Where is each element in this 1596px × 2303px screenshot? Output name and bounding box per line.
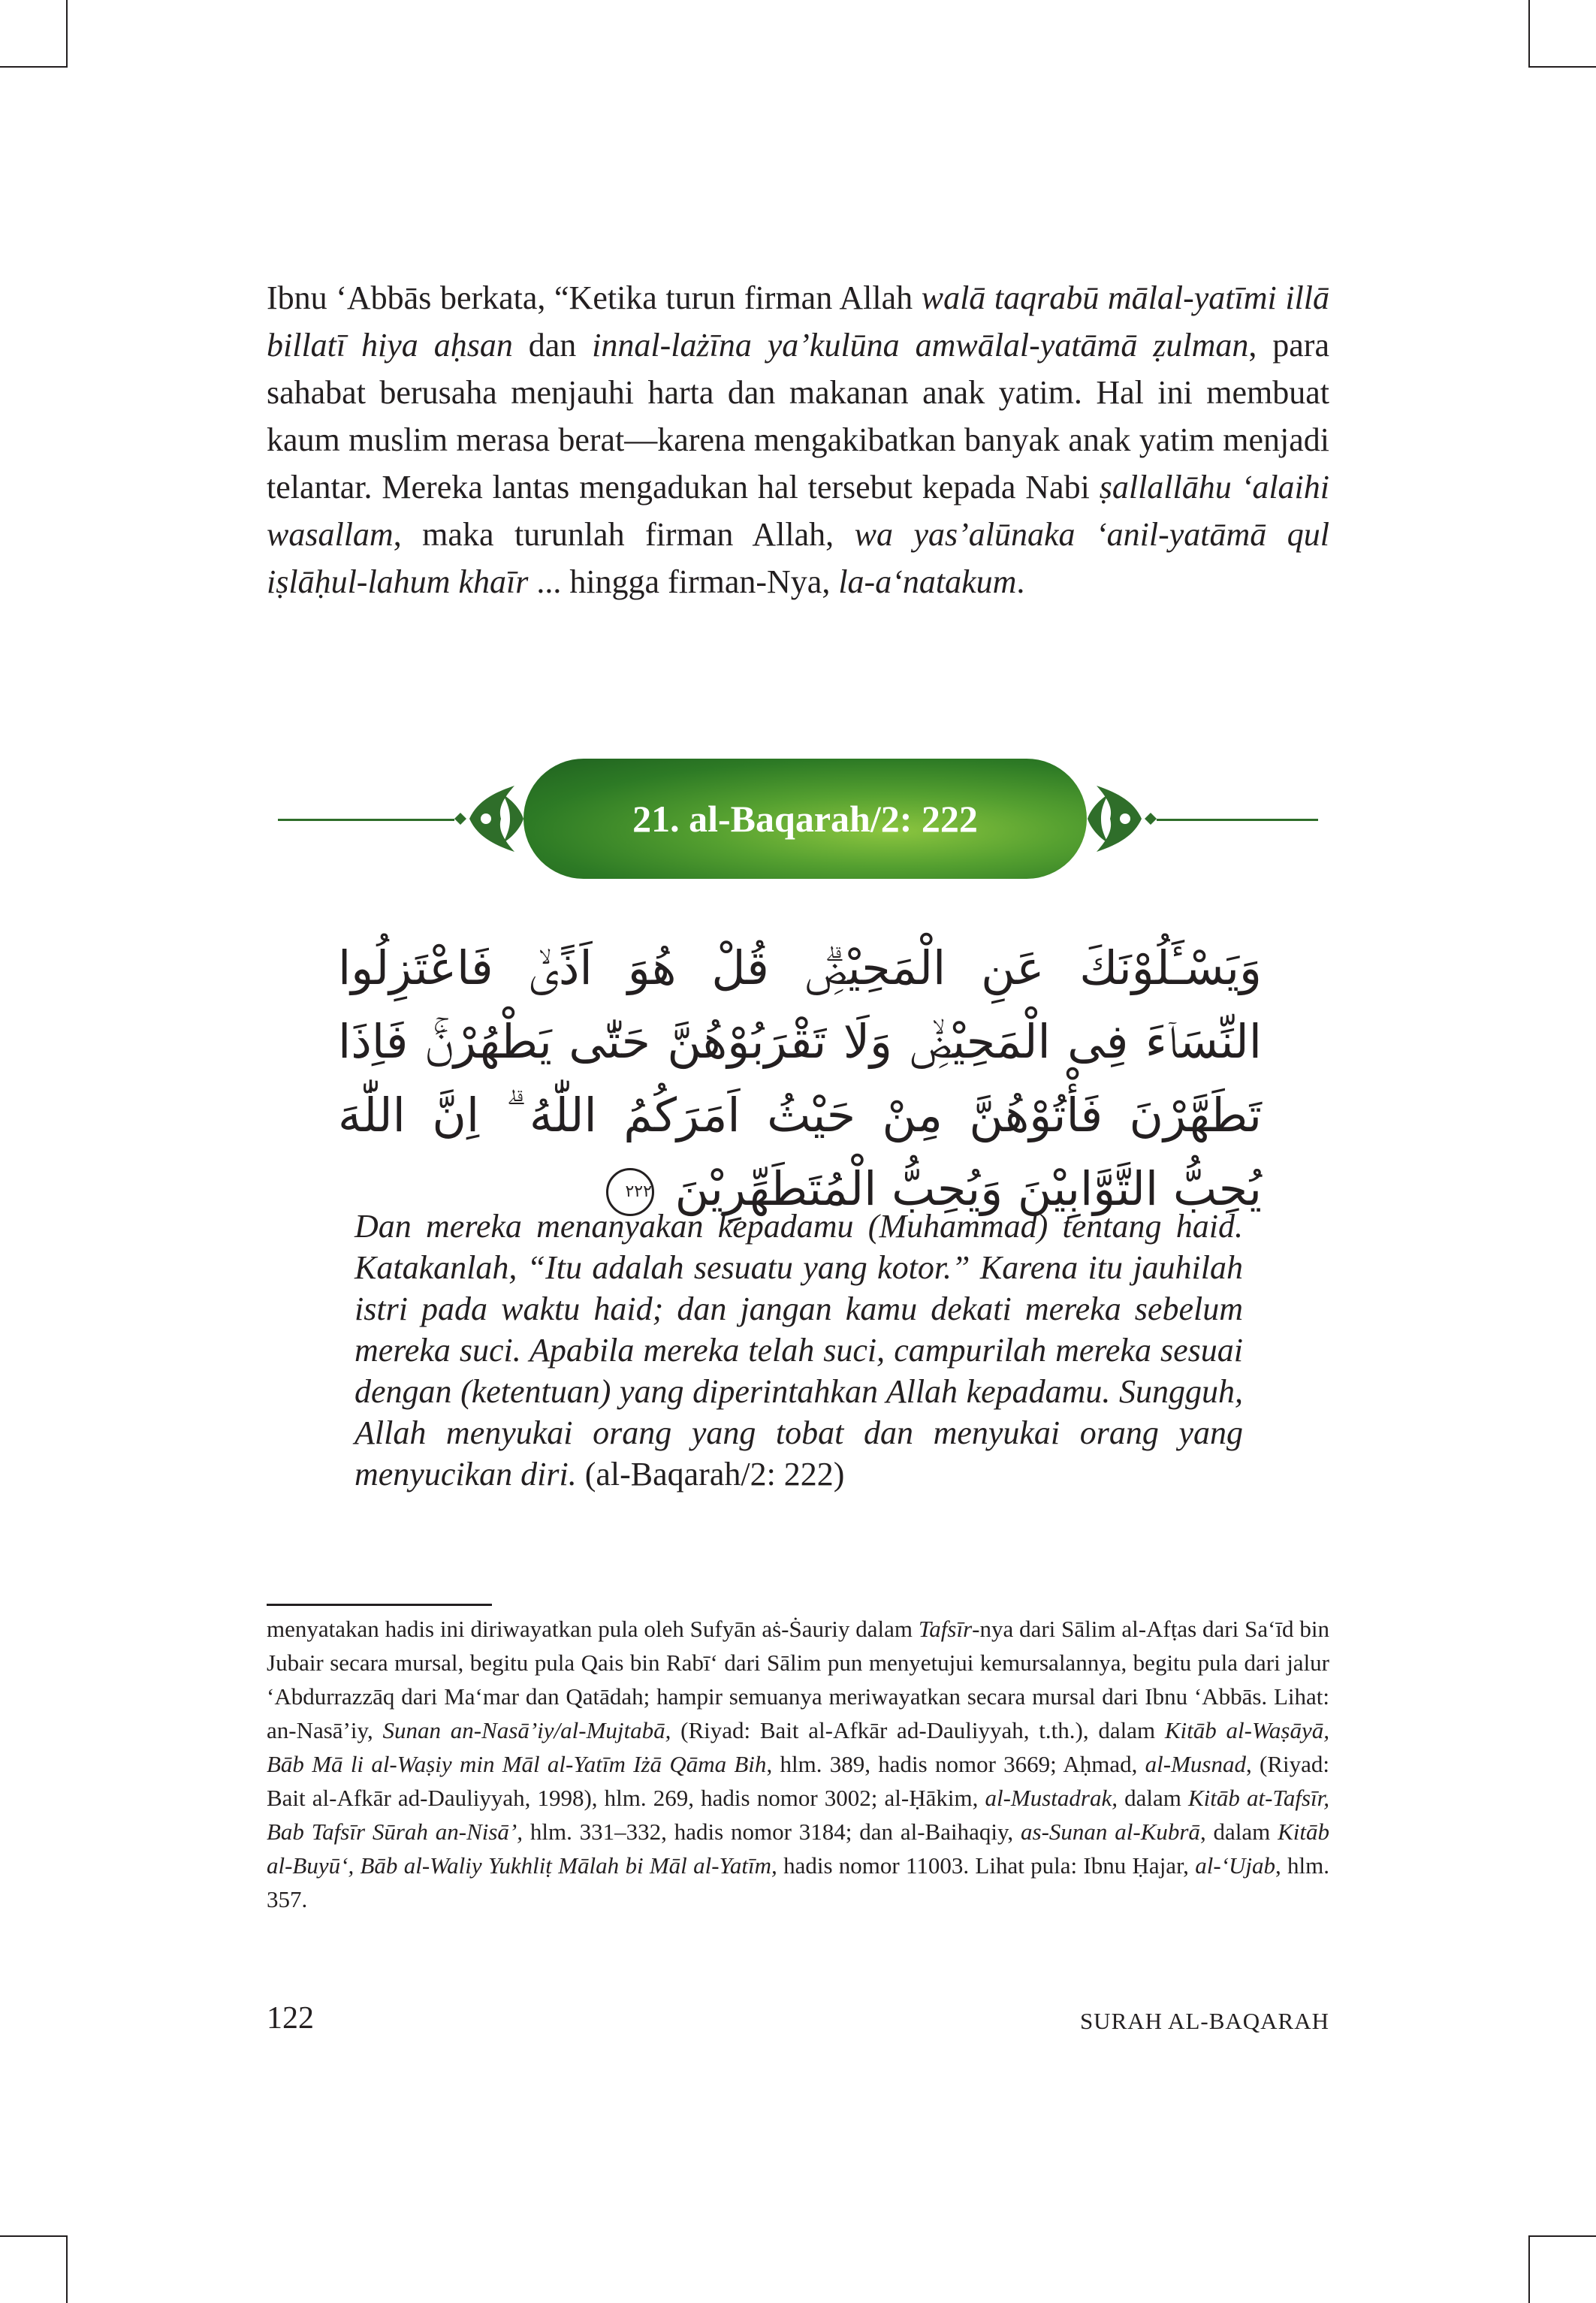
arabic-text: وَيَسْـَٔلُوْنَكَ عَنِ الْمَحِيْضِۗ قُلْ هُوَ اَذًىۙ فَاعْتَزِلُوا النِّسَاۤءَ فِى الْمَحِيْضِۙ وَلَا تَقْرَبُوْهُنَّ حَتّٰى يَطْهُرْنَۚ فَاِذَا تَطَهَّرْنَ فَأْتُوْهُنَّ مِنْ حَيْثُ اَمَرَكُمُ اللّٰهُ ۗ اِنَّ اللّٰهَ يُحِبُّ التَّوَّابِيْنَ وَيُحِبُّ الْمُتَطَهِّرِيْنَ [338,940,1262,1216]
text-run: , hlm. 357. [267,1852,1329,1912]
heading-rule-left [278,819,454,821]
section-heading [0,759,1596,883]
italic-run: Kitāb al-Waṣāyā, Bāb Mā li al-Waṣiy min Māl al-Yatīm Iżā Qāma Bih [267,1717,1329,1777]
running-head: SURAH AL-BAQARAH [1079,2008,1329,2034]
intro-paragraph [267,274,1329,605]
italic-run: walā taqrabū mālal-yatīmi illā billatī hiya aḥsan [267,279,1329,364]
text-run: , maka turunlah firman Allah, [393,516,855,553]
translation-reference: (al-Baqarah/2: 222) [576,1456,845,1493]
italic-run: ṣallallāhu ‘alaihi wasallam [267,469,1329,553]
text-run: dalam [1117,1785,1188,1811]
text-run: -nya dari Sālim al-Afṭas dari Sa‘īd bin Jubair secara mursal, begitu pula Qais bin Rabī‘ dari Sālim pun menyetujui kemursalannya, begitu pula dari jalur ʻAbdurrazzāq dari Ma‘mar dan Qatādah; hampir semuanya meriwayatkan secara mursal dari Ibnu ʻAbbās. Lihat: an-Nasā’iy, [267,1616,1329,1743]
arabic-verse [338,931,1262,1226]
page-number: 122 [267,2001,314,2036]
crop-mark [1528,0,1530,68]
italic-run: Kitāb al-Buyū‘, Bāb al-Waliy Yukhliṭ Mālah bi Māl al-Yatīm, [267,1819,1330,1879]
heading-rule-right [1157,819,1318,821]
text-run: . [1016,563,1025,600]
italic-run: innal-lażīna ya’kulūna amwālal-yatāmā ẓulman [592,327,1249,364]
translation-text: Dan mereka menanyakan kepadamu (Muhammad) tentang haid. Katakanlah, “Itu adalah sesuatu yang kotor.” Karena itu jauhilah istri pada waktu haid; dan jangan kamu dekati mereka sebelum mereka suci. Apabila mereka telah suci, campurilah mereka sesuai dengan (ketentuan) yang diperintahkan Allah kepadamu. Sungguh, Allah menyukai orang yang tobat dan menyukai orang yang menyucikan diri. [354,1208,1243,1493]
text-run: dan [512,327,593,364]
italic-run: al-Mustadrak, [985,1785,1118,1811]
footnote [267,1612,1329,1916]
text-run: hadis nomor 11003. Lihat pula: Ibnu Ḥajar, [777,1852,1196,1879]
crop-mark [1528,66,1596,68]
italic-run: la-a‘natakum [838,563,1017,600]
italic-run: wa yas’alūnaka ‘anil-yatāmā qul iṣlāḥul-lahum khaīr [267,516,1329,600]
text-run: , dalam [1199,1819,1278,1845]
text-run: (Riyad: Bait al-Afkār ad-Dauliyyah, t.th.), dalam [671,1717,1165,1743]
text-run: ... hingga firman-Nya, [528,563,839,600]
italic-run: Kitāb at-Tafsīr, Bab Tafsīr Sūrah an-Nisā’, [267,1785,1329,1845]
left-ornament-icon [432,780,526,859]
italic-run: Tafsīr [918,1616,973,1642]
ayah-number-marker: ٢٢٢ [606,1168,654,1216]
text-run: , hlm. 389, hadis nomor 3669; Aḥmad, [766,1751,1145,1777]
verse-translation [354,1206,1243,1495]
heading-label: 21. al-Baqarah/2: 222 [632,798,978,840]
italic-run: as-Sunan al-Kubrā [1021,1819,1200,1845]
italic-run: al-Musnad [1145,1751,1246,1777]
text-run: , (Riyad: Bait al-Afkār ad-Dauliyyah, 1998), hlm. 269, hadis nomor 3002; al-Ḥākim, [267,1751,1329,1811]
text-run: , para sahabat berusaha menjauhi harta dan makanan anak yatim. Hal ini membuat kaum muslim merasa berat—karena mengakibatkan banyak anak yatim menjadi telantar. Mereka lantas mengadukan hal tersebut kepada Nabi [267,327,1329,506]
footnote-rule [267,1604,492,1606]
italic-run: al-‘Ujab [1195,1852,1275,1879]
crop-mark [66,0,68,68]
text-run: hlm. 331–332, hadis nomor 3184; dan al-Baihaqiy, [523,1819,1021,1845]
crop-mark [0,66,68,68]
crop-mark [66,2235,68,2303]
crop-mark [0,2235,68,2237]
text-run: Ibnu ʻAbbās berkata, “Ketika turun firman Allah [267,279,922,316]
crop-mark [1528,2235,1530,2303]
heading-pill [523,759,1087,879]
crop-mark [1528,2235,1596,2237]
text-run: menyatakan hadis ini diriwayatkan pula oleh Sufyān aṡ-Ṡauriy dalam [267,1616,919,1642]
italic-run: Sunan an-Nasā’iy/al-Mujtabā, [382,1717,671,1743]
